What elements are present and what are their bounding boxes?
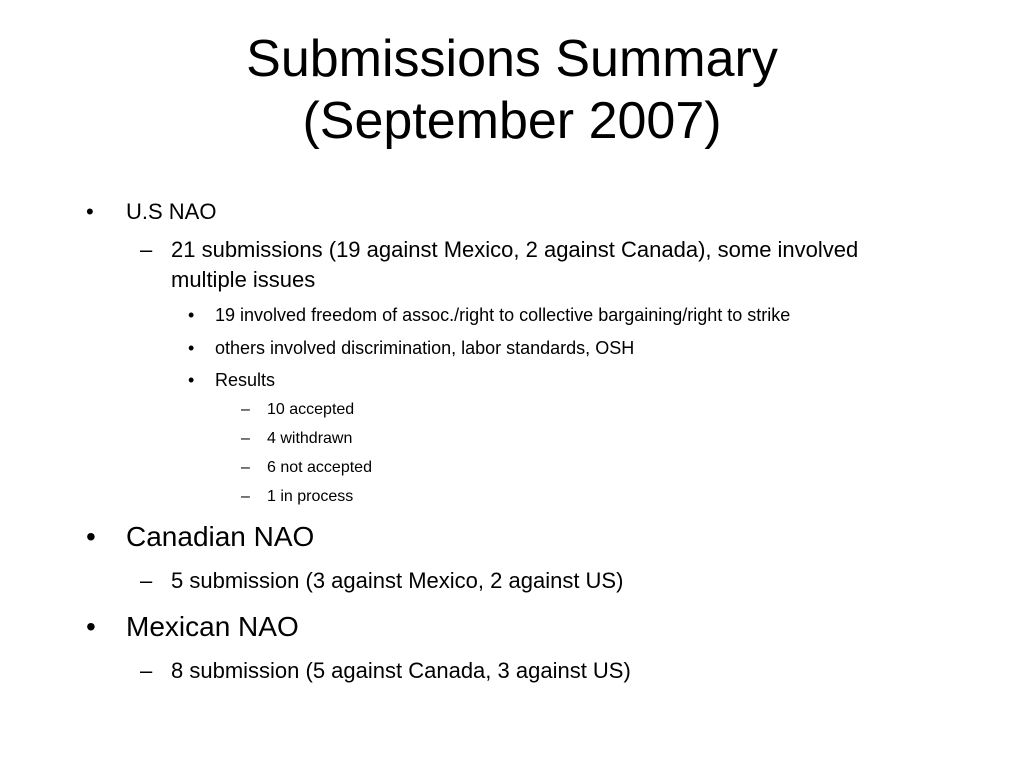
bullet-marker: • — [188, 370, 195, 390]
us-detail-others: others involved discrimination, labor standards, OSH — [215, 338, 635, 358]
slide-title-line1: Submissions Summary — [246, 30, 778, 88]
mexican-nao-submissions-text: 8 submission (5 against Canada, 3 against US) — [171, 658, 631, 683]
us-nao-submissions-line1: 21 submissions (19 against Mexico, 2 against Canada), some involved — [171, 237, 859, 262]
dash-marker: – — [241, 488, 250, 505]
us-nao-submissions-line2: multiple issues — [171, 267, 316, 292]
bullet-marker: • — [86, 611, 96, 642]
bullet-marker: • — [188, 305, 195, 325]
dash-marker: – — [140, 568, 153, 593]
bullet-canadian-nao-label: Canadian NAO — [126, 521, 315, 552]
bullet-marker: • — [86, 199, 94, 224]
bullet-marker: • — [86, 521, 96, 552]
slide-title-line2: (September 2007) — [302, 92, 722, 150]
dash-marker: – — [241, 430, 250, 447]
us-detail-freedom: 19 involved freedom of assoc./right to collective bargaining/right to strike — [215, 305, 791, 325]
canadian-nao-submissions-text: 5 submission (3 against Mexico, 2 against US) — [171, 568, 624, 593]
dash-marker: – — [140, 237, 153, 262]
bullet-us-nao-label: U.S NAO — [126, 199, 217, 224]
result-in-process: 1 in process — [267, 488, 354, 505]
result-withdrawn: 4 withdrawn — [267, 430, 353, 447]
result-not-accepted: 6 not accepted — [267, 459, 372, 476]
bullet-marker: • — [188, 338, 195, 358]
us-detail-results: Results — [215, 370, 276, 390]
dash-marker: – — [140, 658, 153, 683]
result-accepted: 10 accepted — [267, 401, 355, 418]
dash-marker: – — [241, 459, 250, 476]
bullet-mexican-nao-label: Mexican NAO — [126, 611, 299, 642]
dash-marker: – — [241, 401, 250, 418]
